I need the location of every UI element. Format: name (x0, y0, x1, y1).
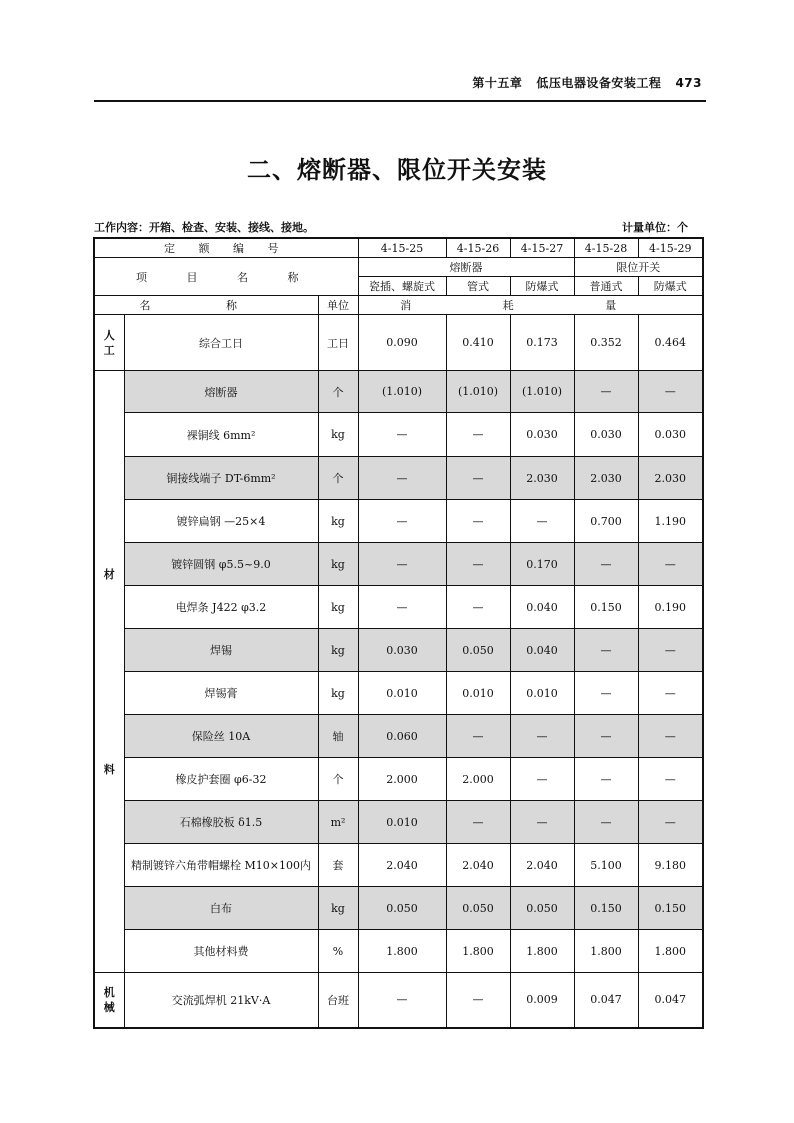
value-cell: 1.800 (358, 930, 446, 973)
group-limit-switch: 限位开关 (574, 258, 703, 277)
value-cell: 0.090 (358, 315, 446, 371)
material-row (94, 413, 703, 457)
item-unit-cell: 台班 (318, 973, 358, 1028)
item-name-cell: 裸铜线 6mm² (124, 413, 318, 457)
item-unit-cell: kg (318, 672, 358, 715)
value-cell: 0.047 (574, 973, 638, 1028)
item-name-cell: 电焊条 J422 φ3.2 (124, 586, 318, 629)
value-cell: — (638, 715, 703, 758)
value-cell: 0.352 (574, 315, 638, 371)
value-cell: 0.173 (510, 315, 574, 371)
material-row (94, 629, 703, 672)
group-row (94, 258, 703, 277)
subtype-cell: 防爆式 (510, 277, 574, 296)
value-cell: 1.800 (638, 930, 703, 973)
item-unit-cell: m² (318, 801, 358, 844)
value-cell: 0.010 (358, 672, 446, 715)
item-name-cell: 石棉橡胶板 δ1.5 (124, 801, 318, 844)
code-cell: 4-15-25 (358, 238, 446, 258)
value-cell: 2.030 (638, 457, 703, 500)
value-cell: — (638, 758, 703, 801)
item-unit-cell: % (318, 930, 358, 973)
value-cell: — (446, 973, 510, 1028)
value-cell: — (638, 801, 703, 844)
subtype-cell: 防爆式 (638, 277, 703, 296)
code-cell: 4-15-28 (574, 238, 638, 258)
value-cell: 0.150 (574, 887, 638, 930)
code-cell: 4-15-26 (446, 238, 510, 258)
value-cell: 1.190 (638, 500, 703, 543)
value-cell: — (358, 500, 446, 543)
value-cell: 0.050 (446, 629, 510, 672)
value-cell: 0.040 (510, 586, 574, 629)
subtype-cell: 管式 (446, 277, 510, 296)
item-name-cell: 镀锌扁钢 —25×4 (124, 500, 318, 543)
value-cell: — (510, 715, 574, 758)
value-cell: — (574, 758, 638, 801)
value-cell: 9.180 (638, 844, 703, 887)
value-cell: — (358, 413, 446, 457)
item-name-cell: 白布 (124, 887, 318, 930)
value-cell: 2.000 (358, 758, 446, 801)
value-cell: — (446, 500, 510, 543)
value-cell: 0.190 (638, 586, 703, 629)
value-cell: 0.410 (446, 315, 510, 371)
machine-category-cell (94, 973, 124, 1028)
value-cell: 0.050 (510, 887, 574, 930)
material-row (94, 801, 703, 844)
material-row (94, 586, 703, 629)
material-category-cell (94, 371, 124, 973)
value-cell: 0.030 (574, 413, 638, 457)
material-row (94, 758, 703, 801)
column-header-row (94, 296, 703, 315)
value-cell: 0.030 (510, 413, 574, 457)
item-name-cell: 其他材料费 (124, 930, 318, 973)
item-unit-cell: 工日 (318, 315, 358, 371)
value-cell: 5.100 (574, 844, 638, 887)
value-cell: 0.010 (358, 801, 446, 844)
value-cell: 0.010 (446, 672, 510, 715)
name-label: 名 称 (94, 296, 318, 315)
value-cell: — (358, 973, 446, 1028)
subtype-cell: 普通式 (574, 277, 638, 296)
item-unit-cell: kg (318, 629, 358, 672)
code-cell: 4-15-29 (638, 238, 703, 258)
value-cell: 0.060 (358, 715, 446, 758)
item-unit-cell: kg (318, 887, 358, 930)
chapter-label: 第十五章 (472, 76, 523, 90)
unit-note: 计量单位：个 (622, 221, 688, 234)
item-unit-cell: kg (318, 500, 358, 543)
value-cell: 2.030 (574, 457, 638, 500)
item-name-cell: 精制镀锌六角带帽螺栓 M10×100内 (124, 844, 318, 887)
value-cell: 0.030 (358, 629, 446, 672)
material-row (94, 500, 703, 543)
value-cell: 0.150 (638, 887, 703, 930)
value-cell: 2.040 (510, 844, 574, 887)
item-name-cell: 交流弧焊机 21kV·A (124, 973, 318, 1028)
value-cell: (1.010) (358, 371, 446, 413)
item-name-cell: 保险丝 10A (124, 715, 318, 758)
value-cell: 0.170 (510, 543, 574, 586)
material-row (94, 844, 703, 887)
value-cell: — (638, 371, 703, 413)
category-char: 工 (103, 343, 115, 357)
item-unit-cell: kg (318, 543, 358, 586)
consumption-label: 消 耗 量 (358, 296, 703, 315)
value-cell: — (510, 500, 574, 543)
value-cell: — (446, 413, 510, 457)
value-cell: 0.464 (638, 315, 703, 371)
item-unit-cell: 个 (318, 457, 358, 500)
group-fuse: 熔断器 (358, 258, 574, 277)
running-header (94, 70, 706, 102)
value-cell: — (446, 457, 510, 500)
machine-row (94, 973, 703, 1028)
category-char: 人 (103, 328, 115, 342)
unit-label: 单位 (318, 296, 358, 315)
material-row (94, 543, 703, 586)
value-cell: — (446, 801, 510, 844)
value-cell: 1.800 (510, 930, 574, 973)
item-unit-cell: 个 (318, 371, 358, 413)
value-cell: (1.010) (446, 371, 510, 413)
value-cell: 2.000 (446, 758, 510, 801)
labor-category-cell (94, 315, 124, 371)
value-cell: — (638, 672, 703, 715)
value-cell: — (446, 543, 510, 586)
quota-code-row (94, 238, 703, 258)
value-cell: 1.800 (446, 930, 510, 973)
value-cell: 0.700 (574, 500, 638, 543)
item-name-cell: 综合工日 (124, 315, 318, 371)
value-cell: 1.800 (574, 930, 638, 973)
value-cell: 0.050 (358, 887, 446, 930)
value-cell: — (638, 629, 703, 672)
value-cell: 2.040 (358, 844, 446, 887)
item-name-cell: 铜接线端子 DT-6mm² (124, 457, 318, 500)
value-cell: — (446, 586, 510, 629)
value-cell: — (510, 758, 574, 801)
value-cell: — (358, 457, 446, 500)
item-name-cell: 熔断器 (124, 371, 318, 413)
material-row (94, 715, 703, 758)
category-char: 材 (103, 567, 115, 581)
quota-code-label: 定 额 编 号 (94, 238, 358, 258)
labor-row (94, 315, 703, 371)
code-cell: 4-15-27 (510, 238, 574, 258)
value-cell: — (446, 715, 510, 758)
value-cell: — (574, 629, 638, 672)
value-cell: — (510, 801, 574, 844)
material-row (94, 457, 703, 500)
value-cell: 0.010 (510, 672, 574, 715)
material-row (94, 930, 703, 973)
material-row (94, 672, 703, 715)
section-label: 低压电器设备安装工程 (536, 76, 662, 90)
value-cell: — (574, 543, 638, 586)
value-cell: 0.050 (446, 887, 510, 930)
material-row (94, 371, 703, 413)
item-unit-cell: kg (318, 586, 358, 629)
value-cell: 0.047 (638, 973, 703, 1028)
item-unit-cell: kg (318, 413, 358, 457)
item-name-cell: 橡皮护套圈 φ6-32 (124, 758, 318, 801)
item-unit-cell: 套 (318, 844, 358, 887)
item-unit-cell: 轴 (318, 715, 358, 758)
value-cell: — (574, 371, 638, 413)
value-cell: — (358, 586, 446, 629)
item-unit-cell: 个 (318, 758, 358, 801)
value-cell: 0.040 (510, 629, 574, 672)
item-name-cell: 镀锌圆钢 φ5.5~9.0 (124, 543, 318, 586)
category-char: 料 (103, 762, 115, 776)
value-cell: — (574, 672, 638, 715)
value-cell: — (574, 801, 638, 844)
item-name-label: 项 目 名 称 (94, 258, 358, 296)
work-content: 工作内容：开箱、检查、安装、接线、接地。 (94, 221, 314, 234)
value-cell: 0.030 (638, 413, 703, 457)
quota-table (93, 237, 704, 1029)
material-row (94, 887, 703, 930)
value-cell: — (574, 715, 638, 758)
category-char: 机 (103, 985, 115, 999)
page-title: 二、熔断器、限位开关安装 (247, 156, 547, 184)
value-cell: 2.040 (446, 844, 510, 887)
category-char: 械 (103, 1000, 115, 1014)
value-cell: 0.150 (574, 586, 638, 629)
value-cell: — (638, 543, 703, 586)
item-name-cell: 焊锡膏 (124, 672, 318, 715)
subtype-cell: 瓷插、螺旋式 (358, 277, 446, 296)
value-cell: — (358, 543, 446, 586)
value-cell: (1.010) (510, 371, 574, 413)
page-number: 473 (675, 76, 702, 90)
item-name-cell: 焊锡 (124, 629, 318, 672)
value-cell: 2.030 (510, 457, 574, 500)
value-cell: 0.009 (510, 973, 574, 1028)
